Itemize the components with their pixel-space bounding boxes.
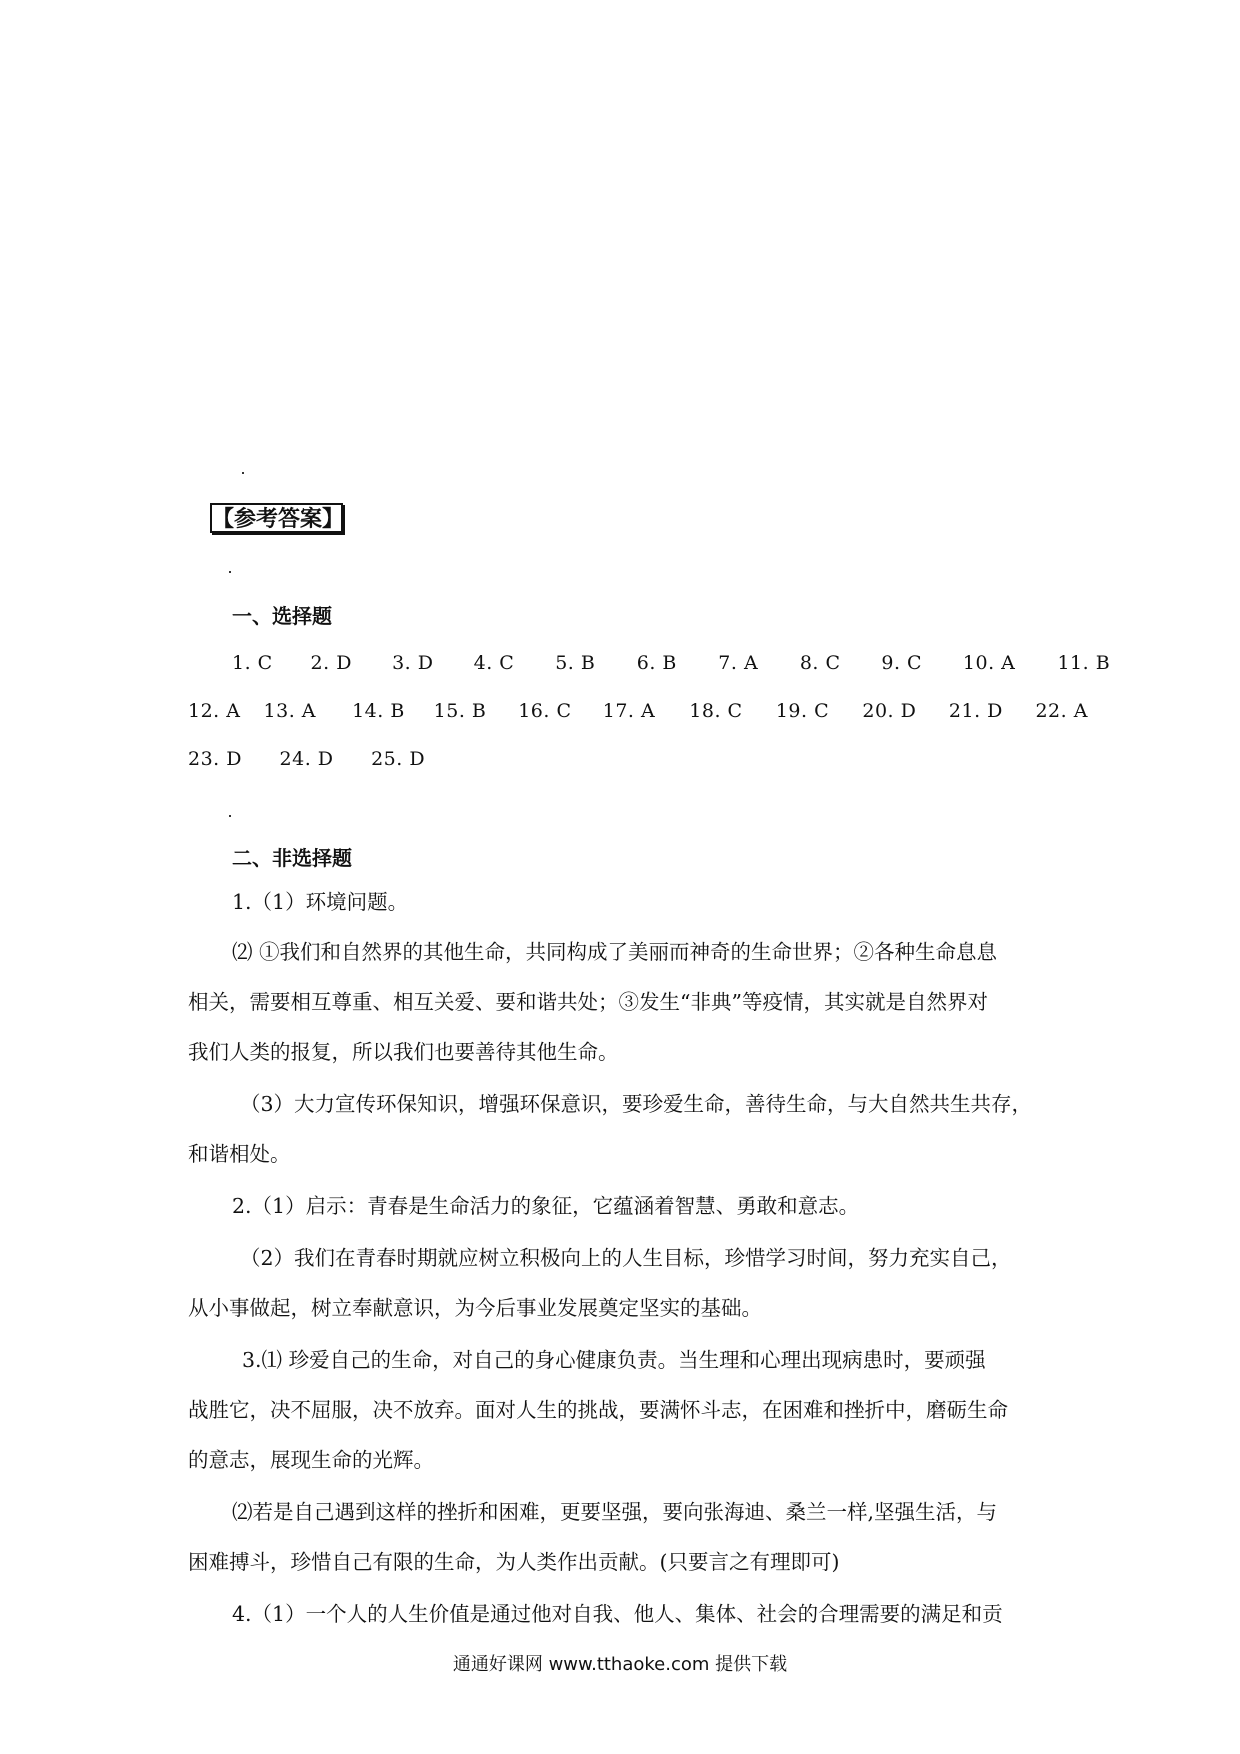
mc-answer: 16. C bbox=[518, 700, 572, 722]
mc-answer: 8. C bbox=[799, 652, 841, 674]
mc-answer: 24. D bbox=[279, 748, 334, 770]
mc-answers-row-1 bbox=[232, 652, 1111, 674]
mc-answer: 25. D bbox=[371, 748, 426, 770]
q3-part1-line3: 的意志，展现生命的光辉。 bbox=[188, 1448, 434, 1472]
mc-answers-row-3 bbox=[188, 748, 425, 770]
q3-part2-line2: 困难搏斗，珍惜自己有限的生命，为人类作出贡献。(只要言之有理即可) bbox=[188, 1550, 840, 1574]
scan-speck bbox=[229, 815, 231, 817]
mc-answer: 14. B bbox=[352, 700, 405, 722]
mc-answer: 15. B bbox=[433, 700, 487, 722]
mc-answer: 3. D bbox=[392, 652, 434, 674]
mc-answer: 12. A bbox=[188, 700, 241, 722]
mc-answer: 1. C bbox=[232, 652, 273, 674]
q2-part2-line2: 从小事做起，树立奉献意识，为今后事业发展奠定坚实的基础。 bbox=[188, 1296, 762, 1320]
mc-answer: 6. B bbox=[636, 652, 677, 674]
scan-speck bbox=[242, 472, 244, 474]
page-footer: 通通好课网 www.tthaoke.com 提供下载 bbox=[452, 1654, 788, 1675]
q1-part2-line2: 相关，需要相互尊重、相互关爱、要和谐共处；③发生“非典”等疫情，其实就是自然界对 bbox=[188, 990, 988, 1014]
q3-part2-line1: ⑵若是自己遇到这样的挫折和困难，更要坚强，要向张海迪、桑兰一样,坚强生活，与 bbox=[232, 1500, 998, 1524]
mc-answer: 11. B bbox=[1057, 652, 1111, 674]
mc-answer: 4. C bbox=[473, 652, 515, 674]
mc-answer: 18. C bbox=[689, 700, 743, 722]
q1-part3-line2: 和谐相处。 bbox=[188, 1142, 291, 1166]
mc-answer: 23. D bbox=[188, 748, 242, 770]
q3-part1-line2: 战胜它，决不屈服，决不放弃。面对人生的挑战，要满怀斗志，在困难和挫折中，磨砺生命 bbox=[188, 1398, 1008, 1422]
mc-answer: 7. A bbox=[718, 652, 759, 674]
q1-part3-line1: （3）大力宣传环保知识，增强环保意识，要珍爱生命，善待生命，与大自然共生共存， bbox=[240, 1092, 1033, 1116]
mc-answer: 22. A bbox=[1035, 700, 1088, 722]
mc-answer: 9. C bbox=[881, 652, 923, 674]
mc-answer: 2. D bbox=[310, 652, 352, 674]
section-title-choice: 一、选择题 bbox=[232, 604, 332, 628]
mc-answers-row-2 bbox=[188, 700, 1088, 722]
mc-answer: 5. B bbox=[555, 652, 596, 674]
mc-answer: 19. C bbox=[775, 700, 830, 722]
q1-part1: 1.（1）环境问题。 bbox=[232, 890, 409, 914]
mc-answer: 13. A bbox=[263, 700, 317, 722]
q2-part2-line1: （2）我们在青春时期就应树立积极向上的人生目标，珍惜学习时间，努力充实自己， bbox=[240, 1246, 1012, 1270]
q1-part2-line3: 我们人类的报复，所以我们也要善待其他生命。 bbox=[188, 1040, 619, 1064]
section-title-nonchoice: 二、非选择题 bbox=[232, 846, 352, 870]
q4-part1-line1: 4.（1）一个人的人生价值是通过他对自我、他人、集体、社会的合理需要的满足和贡 bbox=[232, 1602, 1003, 1626]
answer-title: 【参考答案】 bbox=[210, 503, 343, 533]
mc-answer: 17. A bbox=[602, 700, 656, 722]
mc-answer: 10. A bbox=[962, 652, 1016, 674]
mc-answer: 20. D bbox=[862, 700, 917, 722]
scan-speck bbox=[229, 571, 231, 573]
q2-part1: 2.（1）启示：青春是生命活力的象征，它蕴涵着智慧、勇敢和意志。 bbox=[232, 1194, 860, 1218]
q1-part2-line1: ⑵ ①我们和自然界的其他生命，共同构成了美丽而神奇的生命世界；②各种生命息息 bbox=[232, 940, 998, 964]
mc-answer: 21. D bbox=[948, 700, 1003, 722]
q3-part1-line1: 3.⑴ 珍爱自己的生命，对自己的身心健康负责。当生理和心理出现病患时，要顽强 bbox=[242, 1348, 986, 1372]
